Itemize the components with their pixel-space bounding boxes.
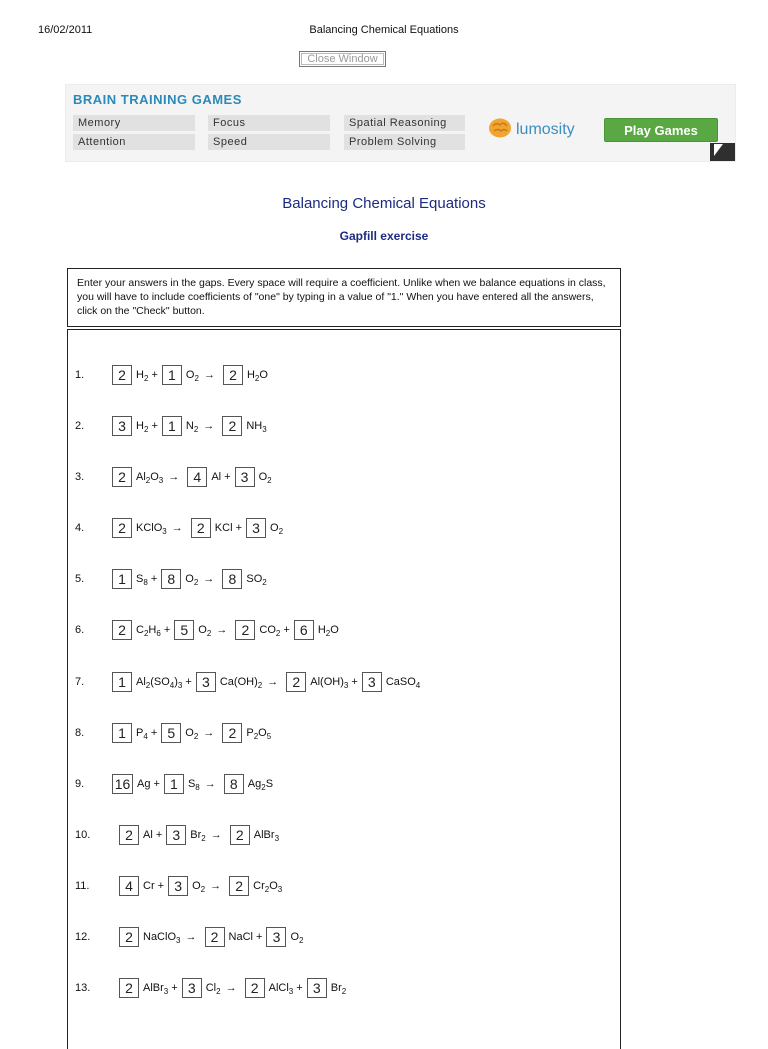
equation-row	[75, 977, 350, 999]
coefficient-input[interactable]	[112, 723, 132, 743]
formula: KClO$_3$ →	[136, 522, 183, 536]
formula: $O_2$	[290, 931, 304, 945]
formula: $O_2$	[270, 522, 284, 536]
coefficient-input[interactable]	[112, 620, 132, 640]
coefficient-input[interactable]	[196, 672, 216, 692]
equation-number: 12.	[75, 931, 91, 943]
coefficient-input[interactable]	[307, 978, 327, 998]
coefficient-input[interactable]	[182, 978, 202, 998]
formula: $Ca(OH)_2$ →	[219, 676, 279, 690]
equation-number: 3.	[75, 471, 85, 483]
coefficient-input[interactable]	[229, 876, 249, 896]
formula: $Cr_2O_3$	[253, 880, 283, 894]
formula: $O_2$ →	[185, 573, 215, 587]
formula: $Br_2$	[330, 982, 347, 996]
equation-row	[75, 773, 277, 795]
coefficient-input[interactable]	[266, 927, 286, 947]
coefficient-input[interactable]	[245, 978, 265, 998]
coefficient-input[interactable]	[112, 672, 132, 692]
ad-choices-icon[interactable]	[710, 143, 735, 161]
coefficient-input[interactable]	[235, 467, 255, 487]
formula: $H_2O$	[246, 369, 268, 383]
equation-number: 13.	[75, 982, 91, 994]
formula: $O_2$ →	[192, 880, 222, 894]
equation-row	[75, 875, 286, 897]
coefficient-input[interactable]	[112, 467, 132, 487]
formula: AlBr$_3$	[253, 829, 280, 843]
equation-row	[75, 722, 275, 744]
formula: $O_2$ →	[185, 727, 215, 741]
formula: $Cl_2$ →	[205, 982, 237, 996]
coefficient-input[interactable]	[112, 365, 132, 385]
coefficient-input[interactable]	[222, 569, 242, 589]
formula: $H_2O$	[317, 624, 339, 638]
coefficient-input[interactable]	[222, 723, 242, 743]
formula: $CO_2$ +	[259, 624, 290, 638]
coefficient-input[interactable]	[112, 416, 132, 436]
coefficient-input[interactable]	[112, 569, 132, 589]
coefficient-input[interactable]	[223, 365, 243, 385]
coefficient-input[interactable]	[205, 927, 225, 947]
equation-row	[75, 466, 276, 488]
ad-banner[interactable]	[65, 84, 736, 162]
formula: $H_2$ +	[136, 420, 158, 434]
equation-number: 4.	[75, 522, 85, 534]
equation-row	[75, 926, 307, 948]
equation-row	[75, 671, 424, 693]
print-date: 16/02/2011	[38, 24, 93, 36]
equation-row	[75, 568, 271, 590]
formula: $S_8$ →	[187, 778, 216, 792]
print-title: Balancing Chemical Equations	[309, 24, 459, 36]
formula: $Al_2(SO_4)_3$ +	[136, 676, 192, 690]
equation-number: 5.	[75, 573, 85, 585]
coefficient-input[interactable]	[119, 825, 139, 845]
coefficient-input[interactable]	[362, 672, 382, 692]
formula: $N_2$ →	[185, 420, 215, 434]
coefficient-input[interactable]	[162, 416, 182, 436]
equation-number: 7.	[75, 676, 85, 688]
formula: AlBr$_3$ +	[143, 982, 178, 996]
equation-row	[75, 824, 283, 846]
coefficient-input[interactable]	[119, 978, 139, 998]
lumosity-wordmark: lumosity	[516, 121, 575, 138]
exercise-subtitle: Gapfill exercise	[339, 229, 429, 243]
formula: $Ag_2S$	[247, 778, 274, 792]
coefficient-input[interactable]	[119, 927, 139, 947]
equation-row	[75, 415, 271, 437]
formula: $Al(OH)_3$ +	[310, 676, 358, 690]
formula: Cr +	[143, 880, 165, 892]
formula: $S_8$ +	[136, 573, 158, 587]
coefficient-input[interactable]	[119, 876, 139, 896]
coefficient-input[interactable]	[168, 876, 188, 896]
coefficient-input[interactable]	[112, 774, 133, 794]
page-title: Balancing Chemical Equations	[282, 195, 486, 212]
equation-number: 2.	[75, 420, 85, 432]
coefficient-input[interactable]	[112, 518, 132, 538]
formula: $C_2H_6$ +	[136, 624, 171, 638]
coefficient-input[interactable]	[191, 518, 211, 538]
coefficient-input[interactable]	[246, 518, 266, 538]
ad-item-spatial-reasoning[interactable]: Spatial Reasoning	[344, 115, 465, 131]
formula: Ag +	[137, 778, 160, 790]
instructions-box: Enter your answers in the gaps. Every space will require a coefficient. Unlike when we balance equations in class, you will have to include coefficients of "one" by typing in a value of "1." When you have entered all the answers, click on the "Check" button.	[67, 268, 621, 327]
coefficient-input[interactable]	[224, 774, 244, 794]
equation-number: 10.	[75, 829, 91, 841]
formula: $O_2$ →	[198, 624, 228, 638]
ad-item-speed[interactable]: Speed	[208, 134, 330, 150]
formula: $NH_3$	[246, 420, 267, 434]
equation-number: 11.	[75, 880, 90, 892]
equation-number: 1.	[75, 369, 85, 381]
ad-title: BRAIN TRAINING GAMES	[73, 92, 242, 107]
formula: $O_2$ →	[185, 369, 215, 383]
coefficient-input[interactable]	[174, 620, 194, 640]
coefficient-input[interactable]	[230, 825, 250, 845]
formula: NaCl +	[228, 931, 263, 943]
coefficient-input[interactable]	[187, 467, 207, 487]
coefficient-input[interactable]	[166, 825, 186, 845]
equation-number: 8.	[75, 727, 85, 739]
coefficient-input[interactable]	[235, 620, 255, 640]
lumosity-logo[interactable]	[488, 117, 575, 143]
formula: Al +	[143, 829, 163, 841]
coefficient-input[interactable]	[161, 569, 181, 589]
equation-number: 9.	[75, 778, 85, 790]
formula: $P_2O_5$	[246, 727, 272, 741]
formula: $Br_2$ →	[190, 829, 222, 843]
coefficient-input[interactable]	[294, 620, 314, 640]
formula: $Al_2O_3$ →	[136, 471, 180, 485]
ad-item-problem-solving[interactable]: Problem Solving	[344, 134, 465, 150]
equation-row	[75, 517, 287, 539]
formula: $P_4$ +	[136, 727, 158, 741]
formula: AlCl$_3$ +	[268, 982, 303, 996]
coefficient-input[interactable]	[161, 723, 181, 743]
equation-number: 6.	[75, 624, 85, 636]
formula: $O_2$	[258, 471, 272, 485]
formula: Al +	[211, 471, 231, 483]
formula: NaClO$_3$ →	[143, 931, 197, 945]
equation-row	[75, 619, 343, 641]
coefficient-input[interactable]	[222, 416, 242, 436]
coefficient-input[interactable]	[164, 774, 184, 794]
formula: $SO_2$	[246, 573, 267, 587]
ad-item-attention[interactable]: Attention	[73, 134, 195, 150]
coefficient-input[interactable]	[286, 672, 306, 692]
coefficient-input[interactable]	[162, 365, 182, 385]
ad-item-focus[interactable]: Focus	[208, 115, 330, 131]
play-games-button[interactable]: Play Games	[604, 118, 718, 142]
formula: CaSO$_4$	[385, 676, 421, 690]
equation-row	[75, 364, 272, 386]
formula: KCl +	[214, 522, 243, 534]
close-window-button[interactable]: Close Window	[299, 51, 386, 67]
ad-item-memory[interactable]: Memory	[73, 115, 195, 131]
brain-icon	[488, 117, 512, 144]
formula: $H_2$ +	[136, 369, 158, 383]
